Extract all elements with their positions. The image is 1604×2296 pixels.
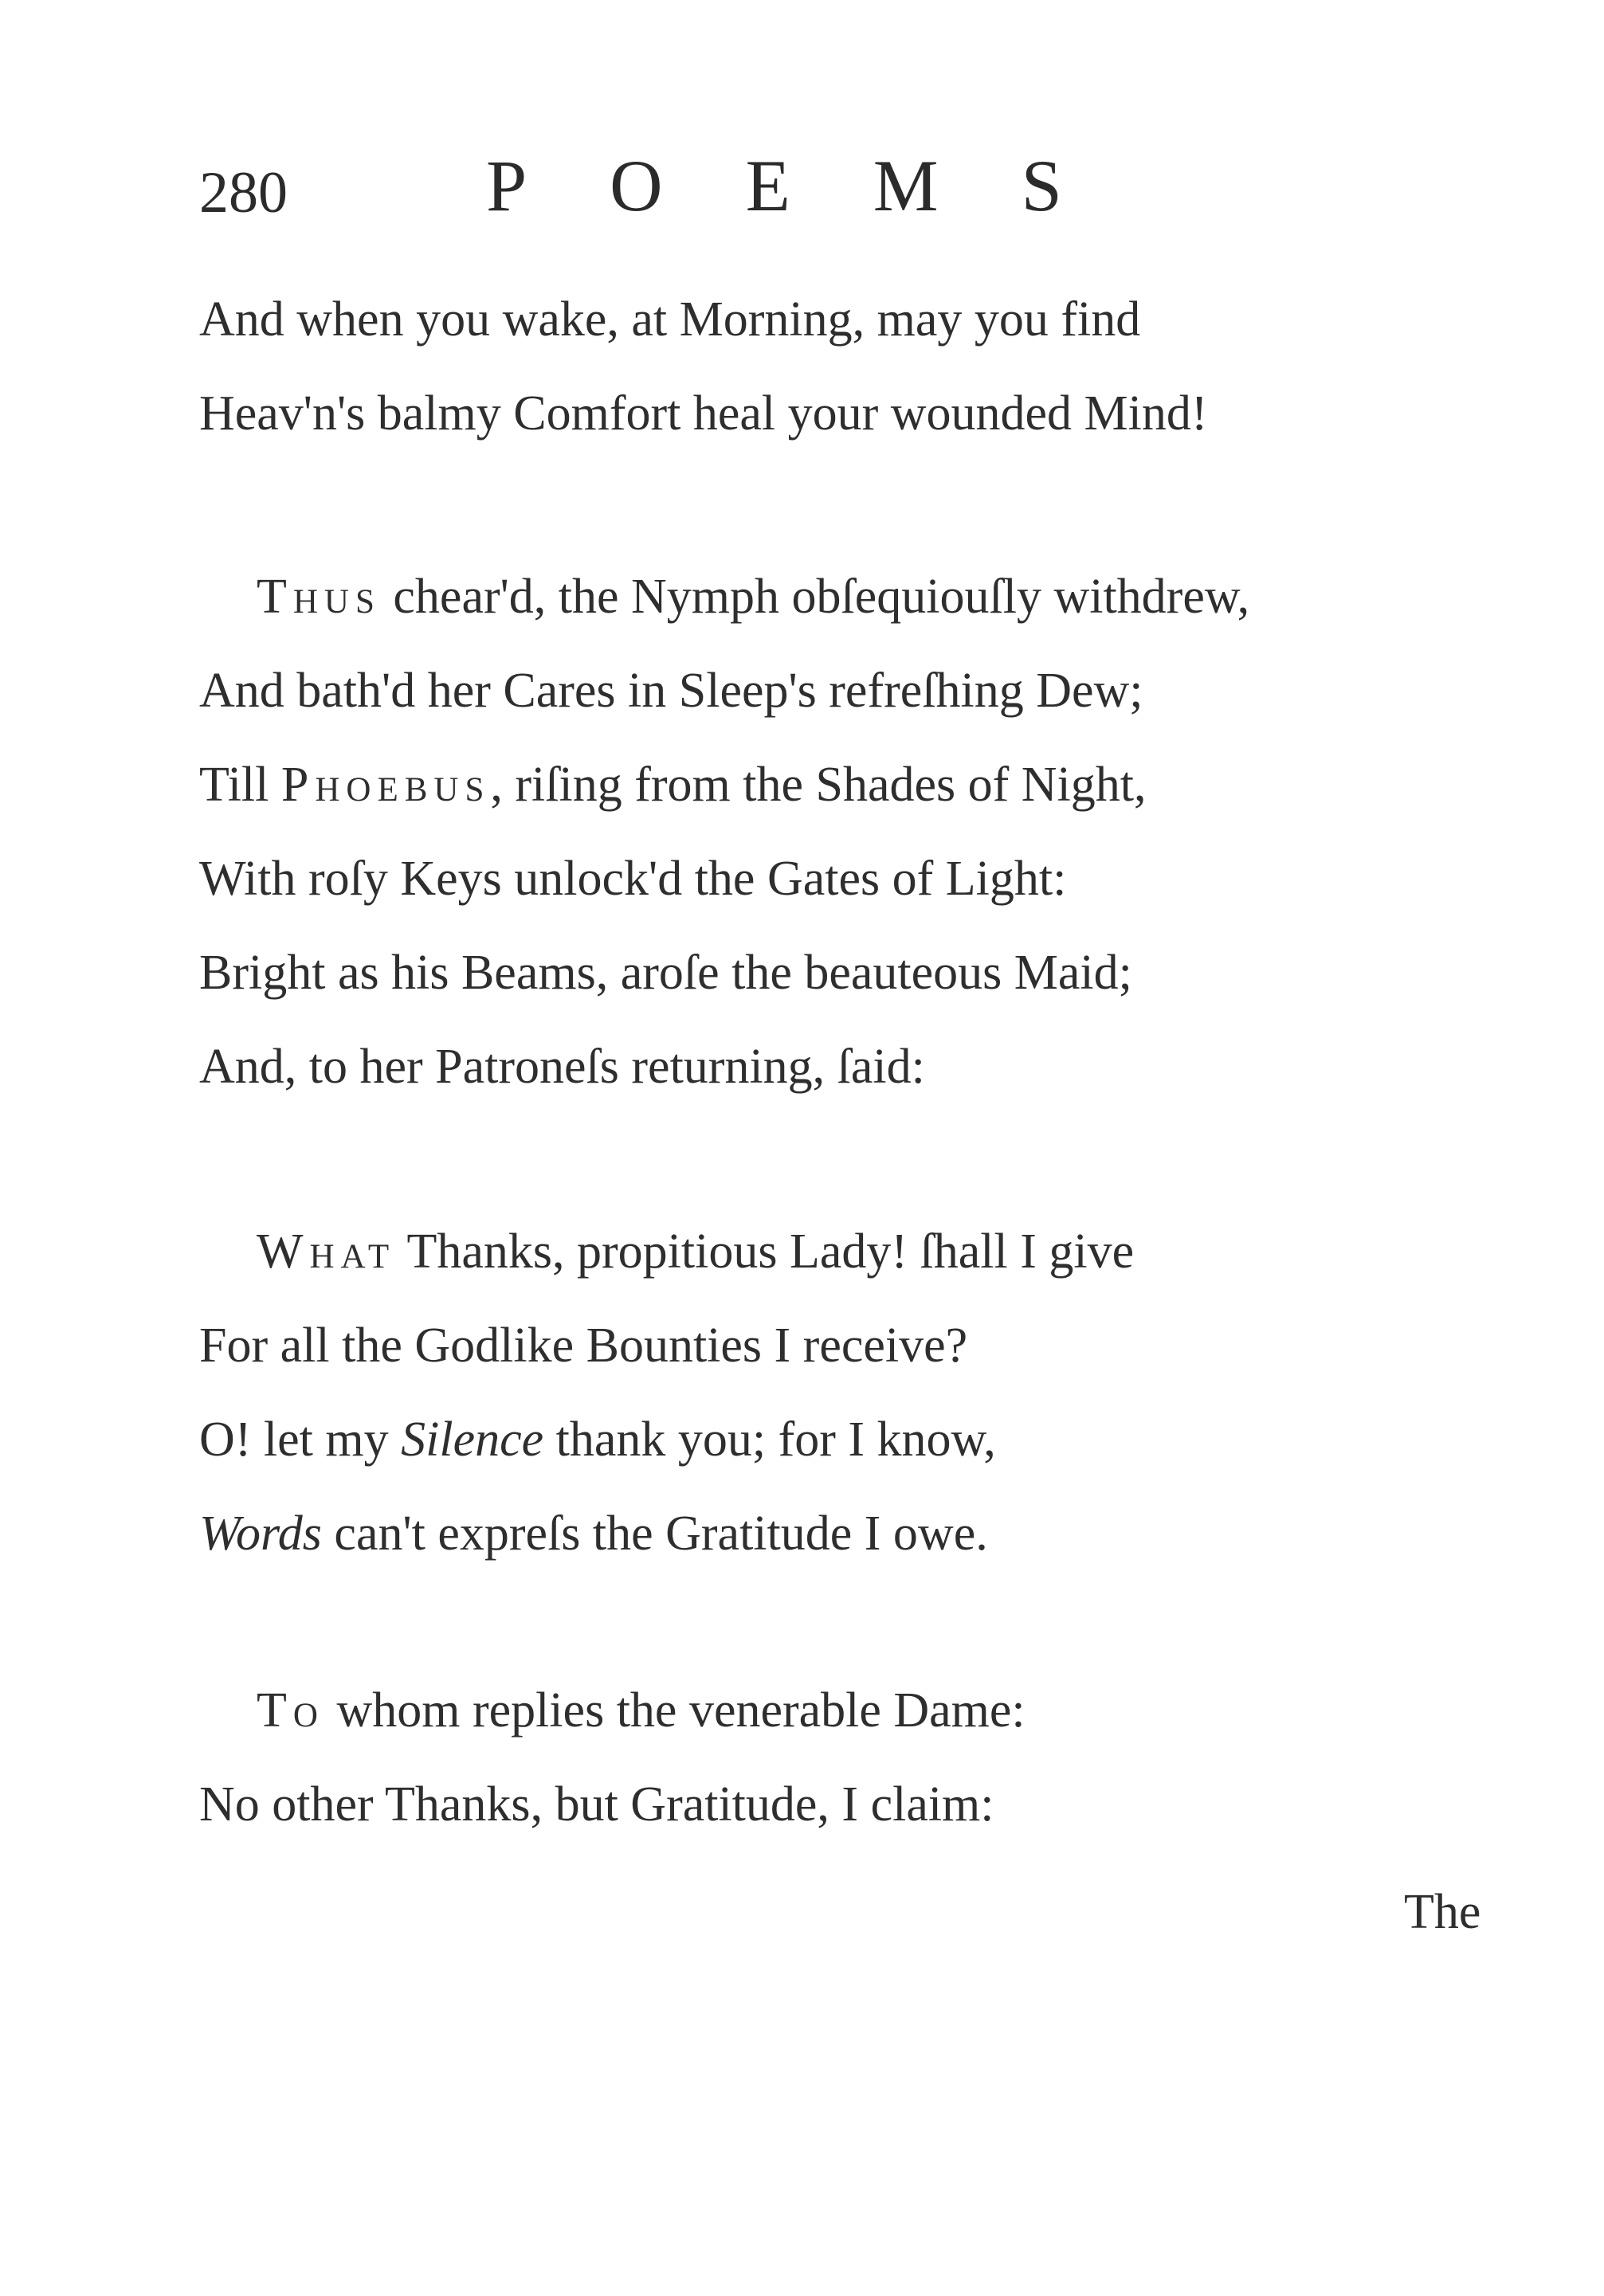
small-caps-word: What (257, 1224, 396, 1279)
line-text: Heav'n's balmy Comfort heal your wounded Mind! (199, 386, 1208, 441)
line-text: And, to her Patroneſs returning, ſaid: (199, 1040, 925, 1094)
small-caps-word: To (257, 1683, 324, 1738)
poem-line (199, 1040, 925, 1094)
page-header (199, 143, 1315, 231)
poem-line (257, 1224, 1135, 1279)
poem-line (199, 664, 1143, 718)
line-text: Thanks, propitious Lady! ſhall I give (395, 1224, 1135, 1279)
line-text: , riſing from the Shades of Night, (490, 758, 1147, 812)
poem-line (199, 1777, 994, 1832)
line-text: And when you wake, at Morning, may you find (199, 292, 1141, 347)
page-number: 280 (199, 160, 288, 225)
line-text: And bath'd her Cares in Sleep's refreſhing Dew; (199, 664, 1143, 718)
italic-word: Silence (401, 1412, 544, 1467)
line-text: For all the Godlike Bounties I receive? (199, 1318, 968, 1373)
running-title: POEMS (486, 145, 1145, 226)
poem-line (199, 292, 1141, 347)
line-text: can't expreſs the Gratitude I owe. (321, 1507, 988, 1561)
line-text: whom replies the venerable Dame: (324, 1683, 1026, 1738)
line-text: chear'd, the Nymph obſequiouſly withdrew, (380, 570, 1250, 624)
small-caps-word: Phoebus (280, 758, 491, 812)
italic-word: Words (199, 1507, 322, 1561)
line-text: O! let my (199, 1412, 402, 1467)
poem-line (199, 386, 1208, 441)
poem-line (199, 852, 1067, 906)
line-text: Bright as his Beams, aroſe the beauteous Maid; (199, 946, 1132, 1000)
line-text: thank you; for I know, (543, 1412, 996, 1467)
poem-line (199, 946, 1132, 1000)
poem-line (199, 1412, 996, 1467)
poem-line (199, 758, 1147, 812)
line-text: Till (199, 758, 281, 812)
line-text: With roſy Keys unlock'd the Gates of Light: (199, 852, 1067, 906)
small-caps-word: Thus (257, 570, 381, 624)
poem-line (199, 1318, 968, 1373)
poem-line (257, 570, 1250, 624)
line-text: No other Thanks, but Gratitude, I claim: (199, 1777, 994, 1832)
catchword: The (1404, 1885, 1481, 1939)
poem-line (199, 1507, 988, 1561)
poem-line (257, 1683, 1026, 1738)
